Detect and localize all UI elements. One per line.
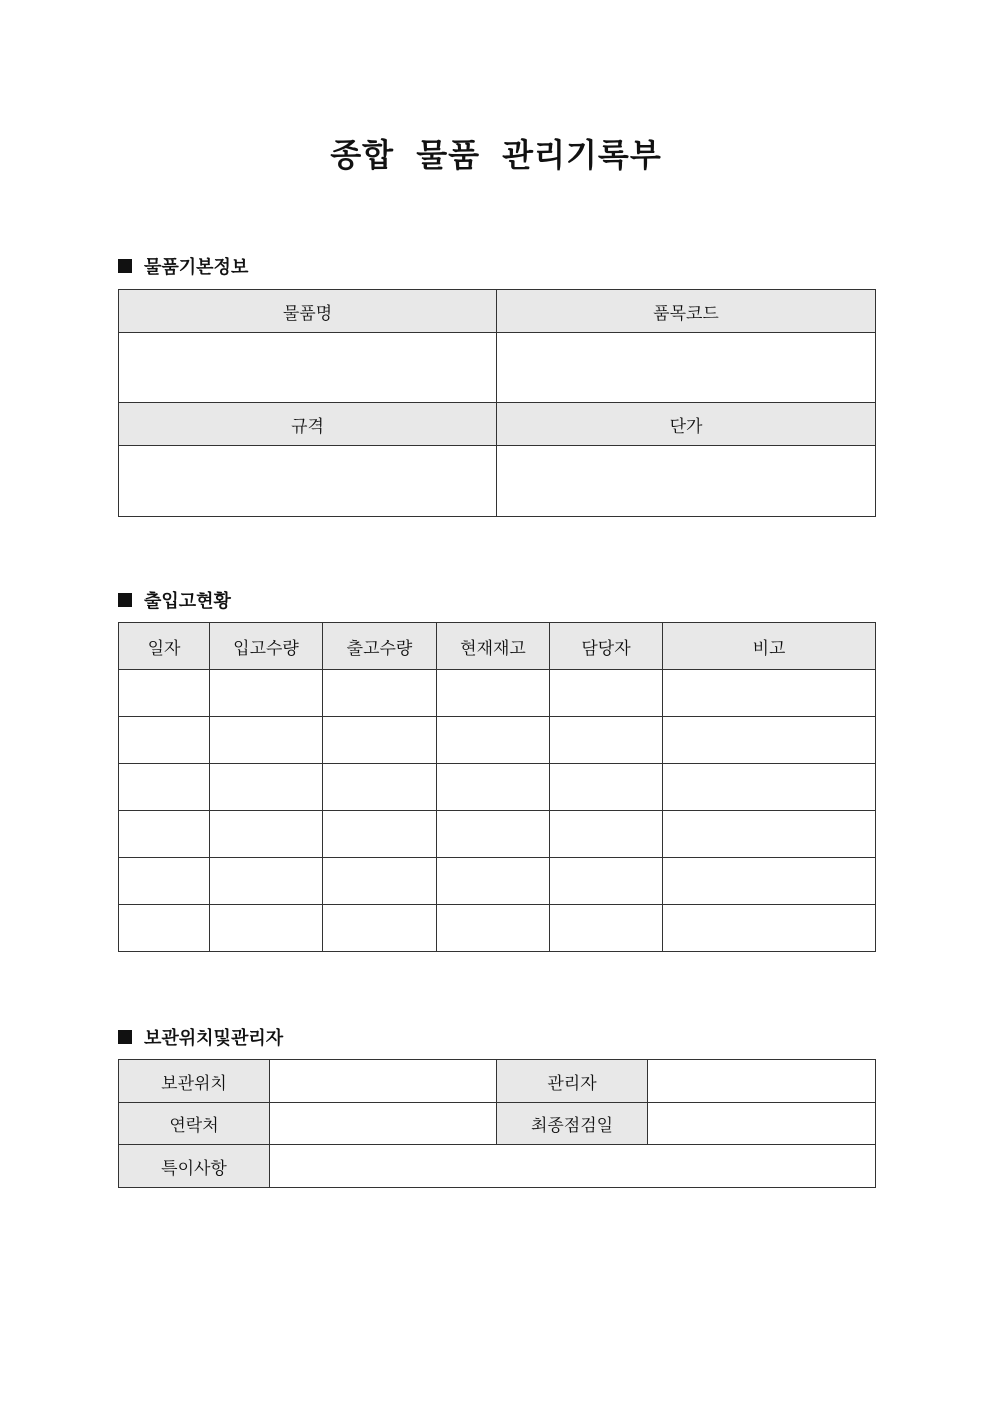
col-remarks: 비고 xyxy=(663,623,876,670)
cell-out-qty[interactable] xyxy=(323,905,437,952)
cell-stock[interactable] xyxy=(437,811,550,858)
section-heading-storage xyxy=(118,1024,283,1050)
col-stock: 현재재고 xyxy=(437,623,550,670)
label-unit-price: 단가 xyxy=(497,403,876,446)
col-date: 일자 xyxy=(119,623,210,670)
cell-remarks[interactable] xyxy=(663,717,876,764)
cell-date[interactable] xyxy=(119,858,210,905)
cell-in-qty[interactable] xyxy=(210,811,323,858)
square-bullet-icon xyxy=(118,593,132,607)
cell-date[interactable] xyxy=(119,811,210,858)
cell-date[interactable] xyxy=(119,764,210,811)
table-row xyxy=(119,670,876,717)
label-item-code: 품목코드 xyxy=(497,290,876,333)
cell-remarks[interactable] xyxy=(663,764,876,811)
section-heading-label: 물품기본정보 xyxy=(144,257,249,278)
cell-manager[interactable] xyxy=(550,670,663,717)
label-manager: 관리자 xyxy=(497,1060,648,1103)
label-spec: 규격 xyxy=(119,403,497,446)
table-row xyxy=(119,764,876,811)
cell-out-qty[interactable] xyxy=(323,670,437,717)
cell-in-qty[interactable] xyxy=(210,905,323,952)
cell-in-qty[interactable] xyxy=(210,717,323,764)
cell-stock[interactable] xyxy=(437,670,550,717)
col-in-qty: 입고수량 xyxy=(210,623,323,670)
table-row xyxy=(119,905,876,952)
cell-manager[interactable] xyxy=(550,811,663,858)
cell-date[interactable] xyxy=(119,717,210,764)
field-unit-price[interactable] xyxy=(497,446,876,517)
field-item-code[interactable] xyxy=(497,333,876,403)
field-item-name[interactable] xyxy=(119,333,497,403)
cell-remarks[interactable] xyxy=(663,858,876,905)
cell-stock[interactable] xyxy=(437,905,550,952)
square-bullet-icon xyxy=(118,1030,132,1044)
cell-out-qty[interactable] xyxy=(323,764,437,811)
square-bullet-icon xyxy=(118,259,132,273)
cell-in-qty[interactable] xyxy=(210,858,323,905)
label-storage-location: 보관위치 xyxy=(119,1060,270,1103)
cell-manager[interactable] xyxy=(550,858,663,905)
field-last-inspection[interactable] xyxy=(648,1103,876,1145)
section-heading-label: 출입고현황 xyxy=(144,591,231,612)
col-out-qty: 출고수량 xyxy=(323,623,437,670)
cell-manager[interactable] xyxy=(550,717,663,764)
cell-stock[interactable] xyxy=(437,764,550,811)
section-heading-inout xyxy=(118,587,231,613)
field-spec[interactable] xyxy=(119,446,497,517)
cell-in-qty[interactable] xyxy=(210,670,323,717)
cell-remarks[interactable] xyxy=(663,905,876,952)
table-row xyxy=(119,811,876,858)
col-manager: 담당자 xyxy=(550,623,663,670)
cell-out-qty[interactable] xyxy=(323,717,437,764)
cell-out-qty[interactable] xyxy=(323,858,437,905)
field-storage-location[interactable] xyxy=(270,1060,497,1103)
page-title: 종합 물품 관리기록부 xyxy=(330,136,662,174)
storage-table xyxy=(118,1059,876,1188)
field-notes[interactable] xyxy=(270,1145,876,1188)
inout-table xyxy=(118,622,876,952)
cell-in-qty[interactable] xyxy=(210,764,323,811)
cell-date[interactable] xyxy=(119,905,210,952)
label-notes: 특이사항 xyxy=(119,1145,270,1188)
cell-stock[interactable] xyxy=(437,858,550,905)
section-heading-label: 보관위치및관리자 xyxy=(144,1028,284,1049)
field-manager[interactable] xyxy=(648,1060,876,1103)
basic-info-table xyxy=(118,289,876,517)
label-contact: 연락처 xyxy=(119,1103,270,1145)
label-last-inspection: 최종점검일 xyxy=(497,1103,648,1145)
field-contact[interactable] xyxy=(270,1103,497,1145)
cell-out-qty[interactable] xyxy=(323,811,437,858)
table-row xyxy=(119,858,876,905)
cell-date[interactable] xyxy=(119,670,210,717)
cell-remarks[interactable] xyxy=(663,670,876,717)
cell-stock[interactable] xyxy=(437,717,550,764)
label-item-name: 물품명 xyxy=(119,290,497,333)
cell-manager[interactable] xyxy=(550,905,663,952)
cell-manager[interactable] xyxy=(550,764,663,811)
table-row xyxy=(119,717,876,764)
cell-remarks[interactable] xyxy=(663,811,876,858)
section-heading-basic xyxy=(118,253,248,279)
